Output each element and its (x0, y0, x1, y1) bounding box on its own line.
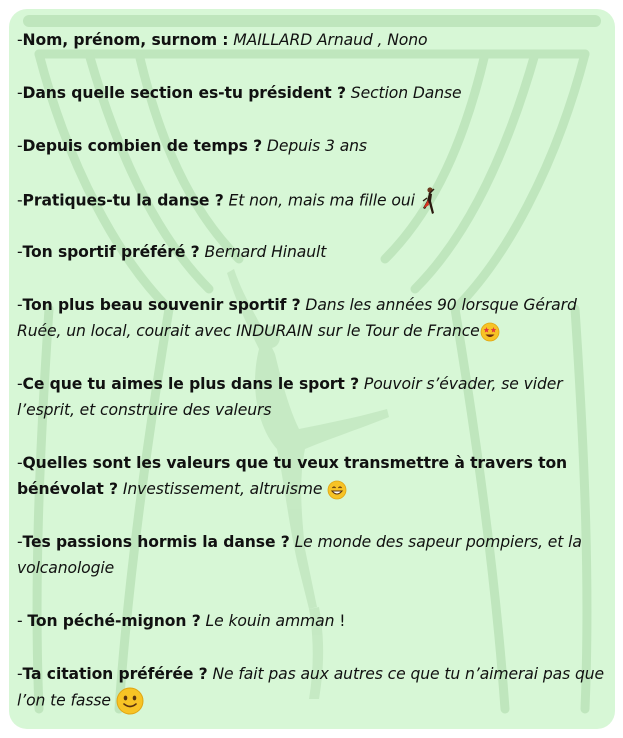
qa-list (9, 9, 615, 729)
smile-emoji (116, 687, 144, 715)
answer: Le monde des sapeur pompiers, et la volcanologie (17, 533, 582, 577)
qa-item-practice-dance (17, 186, 609, 216)
question: Depuis combien de temps ? (22, 137, 263, 155)
qa-item-favorite-quote (17, 661, 609, 715)
question: Ton sportif préféré ? (22, 243, 200, 261)
question: Quelles sont les valeurs que tu veux transmettre à travers ton bénévolat ? (17, 454, 568, 498)
answer: Pouvoir s’évader, se vider l’esprit, et construire des valeurs (17, 375, 563, 419)
dash: - (17, 191, 23, 210)
qa-item-duration (17, 133, 609, 159)
dash: - (17, 137, 23, 155)
question: Nom, prénom, surnom : (22, 31, 229, 49)
answer: Dans les années 90 lorsque Gérard Ruée, un local, courait avec INDURAIN sur le Tour de France (17, 296, 577, 340)
question: Ce que tu aimes le plus dans le sport ? (22, 375, 360, 393)
answer: MAILLARD Arnaud , Nono (228, 31, 428, 49)
answer: Depuis 3 ans (262, 137, 367, 155)
tail: ! (334, 612, 346, 630)
question: Ta citation préférée ? (22, 665, 208, 683)
dancer-emoji (420, 186, 436, 216)
dash: - (17, 31, 23, 49)
star-struck-emoji (480, 322, 500, 342)
answer: Investissement, altruisme (118, 480, 323, 498)
interview-card (9, 9, 615, 729)
qa-item-favorite-athlete (17, 239, 609, 265)
question: Dans quelle section es-tu président ? (22, 84, 346, 102)
dash: - (17, 375, 23, 393)
qa-item-guilty-pleasure (17, 608, 609, 634)
dash: - (17, 454, 23, 472)
grinning-emoji (327, 480, 347, 500)
qa-item-best-memory (17, 292, 609, 344)
question: Ton péché-mignon ? (27, 612, 201, 630)
question: Pratiques-tu la danse ? (22, 191, 224, 210)
dash: - (17, 296, 23, 314)
dash: - (17, 612, 28, 630)
question: Ton plus beau souvenir sportif ? (22, 296, 301, 314)
answer: Le kouin amman (200, 612, 335, 630)
answer: Et non, mais ma fille oui (223, 191, 415, 210)
qa-item-name (17, 27, 609, 53)
dash: - (17, 665, 23, 683)
qa-item-values (17, 450, 609, 502)
answer: Bernard Hinault (199, 243, 327, 261)
qa-item-likes-in-sport (17, 371, 609, 423)
dash: - (17, 533, 23, 551)
question: Tes passions hormis la danse ? (22, 533, 290, 551)
qa-item-section (17, 80, 609, 106)
dash: - (17, 84, 23, 102)
qa-item-passions (17, 529, 609, 581)
answer: Section Danse (345, 84, 462, 102)
answer: Ne fait pas aux autres ce que tu n’aimerai pas que l’on te fasse (17, 665, 605, 710)
dash: - (17, 243, 23, 261)
